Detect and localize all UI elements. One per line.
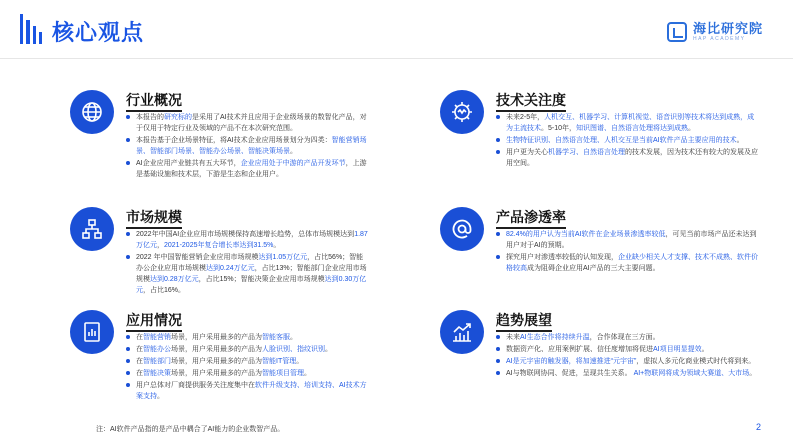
bullet-text: 用户总体对厂商提供服务关注度集中在 (136, 382, 255, 389)
bullet-text: 场景，用户采用最多的产品为 (171, 358, 262, 365)
bullet-text: 。 (157, 393, 164, 400)
bullet-text: 在 (136, 334, 143, 341)
highlight-text: 智能办公 (143, 346, 171, 353)
logo-text-cn: 海比研究院 (692, 21, 763, 36)
highlight-text: AI是元宇宙的触发器，将加速推进“元宇宙” (506, 358, 637, 365)
bullet-text: ，虚拟人多元化商业模式时代将到来。 (636, 358, 756, 365)
bullet-text: ，占比16%。 (143, 287, 186, 294)
highlight-text: 企业应用处于中游的产品开发环节 (240, 160, 346, 167)
bullet-text: 。 (749, 370, 757, 377)
bullet-text: 场景，用户采用最多的产品为 (171, 334, 262, 341)
bullet-text: 。 (701, 346, 709, 353)
bullet-text: 。 (736, 137, 744, 144)
highlight-text: 达到1.05万亿元 (258, 254, 308, 261)
header-divider (0, 58, 793, 59)
bullet-item (496, 252, 760, 274)
brand-logo (667, 22, 763, 42)
highlight-text: 智能部门 (143, 358, 171, 365)
section-title-market: 市场规模 (126, 209, 182, 225)
highlight-text: AI+物联网将成为领域大赛道、大市场 (633, 370, 750, 377)
highlight-text: 82.4%的用户认为当前AI软件在企业场景渗透率较低 (506, 231, 666, 238)
bullet-item (126, 252, 370, 296)
at-sign-icon (440, 207, 484, 251)
footnote: 注：AI软件产品指的是产品中耦合了AI能力的企业数智产品。 (96, 426, 285, 433)
globe-icon (70, 90, 114, 134)
highlight-text: 达到0.30万亿元 (136, 276, 367, 294)
bullet-text: 场景，用户采用最多的产品为 (171, 370, 262, 377)
bullet-text: 。 (325, 346, 332, 353)
bullet-item (496, 147, 760, 169)
org-chart-icon (70, 207, 114, 251)
bullet-text: 探究用户对渗透率较低的认知发现， (506, 254, 618, 261)
bullet-item (126, 332, 370, 343)
tech-bullets (496, 112, 760, 170)
bullet-item (126, 135, 370, 157)
bullet-item (496, 356, 756, 367)
bullet-item (126, 356, 370, 367)
bullet-text: 。 (296, 358, 304, 365)
bullet-text: ，合作体现在三方面。 (589, 334, 660, 341)
bullet-item (496, 368, 756, 379)
section-title-penetration: 产品渗透率 (496, 209, 566, 225)
bullet-item (496, 229, 760, 251)
bullet-item (496, 344, 756, 355)
bullet-text: 。 (290, 334, 297, 341)
highlight-text: AI生态合作将持续升温 (520, 334, 590, 341)
bullet-item (126, 229, 370, 251)
bullet-text: 。 (290, 148, 297, 155)
highlight-text: AI项目明显提效 (653, 346, 702, 353)
gear-wave-icon (440, 90, 484, 134)
industry-bullets (126, 112, 370, 181)
bullet-text: 在 (136, 370, 143, 377)
section-title-industry: 行业概况 (126, 92, 182, 108)
bullet-text: 是采用了AI技术并且应用于企业级场景的数智化产品，对于仅用于特定行业及领域的产品不在本次研究范围。 (136, 114, 367, 132)
brand-bars-decoration (20, 14, 42, 44)
bullet-text: 的技术发展，因为技术还有较大的发展及应用空间。 (506, 149, 758, 167)
section-title-tech: 技术关注度 (496, 92, 566, 108)
highlight-text: 人机交互、机器学习、计算机视觉、语音识别等技术将达到成熟，成为主流技术 (506, 114, 755, 132)
bullet-item (496, 112, 760, 134)
trend-bullets (496, 332, 756, 380)
bullet-text: 。 (273, 242, 281, 249)
highlight-text: 达到0.24万亿元 (206, 265, 255, 272)
highlight-text: 知识图谱、自然语言处理将达到成熟 (576, 125, 689, 132)
highlight-text: 机器学习、自然语言处理 (548, 149, 625, 156)
bullet-text: ，占比15%；智能决策企业应用市场规模 (198, 276, 325, 283)
highlight-text: 生物特征识别、自然语言处理、人机交互是当前AI软件产品主要应用的技术 (506, 137, 737, 144)
application-bullets (126, 332, 370, 403)
bullet-text: ，上游是基础设施和技术层，下游是生态和企业用户。 (136, 160, 367, 178)
document-chart-icon (70, 310, 114, 354)
bullet-text: AI与物联网协同、促进，呈现共生关系。 (506, 370, 634, 377)
bullet-text: 未来2-5年， (506, 114, 545, 121)
bullet-text: AI企业应用产业链共有五大环节， (136, 160, 241, 167)
logo-text-en: HAP ACADEMY (692, 36, 746, 42)
market-bullets (126, 229, 370, 297)
bullet-text: ，占比13%；智能部门企业应用市场规模 (136, 265, 367, 283)
penetration-bullets (496, 229, 760, 275)
bullet-text: 未来 (506, 334, 520, 341)
section-title-trend: 趋势展望 (496, 312, 552, 328)
highlight-text: 研究标的 (164, 114, 192, 121)
bullet-text: 在 (136, 346, 143, 353)
bullet-text: 用户更为关心 (506, 149, 548, 156)
highlight-text: 人脸识别、指纹识别 (262, 346, 325, 353)
bullet-text: 数据资产化、应用案例扩展、信任度增加将促进 (506, 346, 653, 353)
bullet-item (126, 344, 370, 355)
highlight-text: 智能营销场景、智能部门场景、智能办公场景、智能决策场景 (136, 137, 367, 155)
bullet-text: ，占比56%；智能办公企业应用市场规模 (136, 254, 364, 272)
bullet-item (126, 158, 370, 180)
highlight-text: 智能项目管理 (262, 370, 304, 377)
highlight-text: 智能IT管理 (262, 358, 297, 365)
bullet-text: 。 (304, 370, 311, 377)
highlight-text: 企业缺少相关人才支撑、技术不成熟、软件价格较高 (506, 254, 758, 272)
bullet-text: 。 (688, 125, 696, 132)
highlight-text: 智能营销 (143, 334, 171, 341)
highlight-text: 软件升级支持、培训支持、AI技术方案支持 (136, 382, 367, 400)
bullet-text: ， (157, 242, 164, 249)
page-number: 2 (755, 422, 761, 432)
highlight-text: 达到0.28万亿元 (150, 276, 199, 283)
page-title: 核心观点 (52, 20, 145, 45)
bullet-text: 场景，用户采用最多的产品为 (171, 346, 262, 353)
trend-chart-icon (440, 310, 484, 354)
highlight-text: 智能决策 (143, 370, 171, 377)
bullet-item (126, 368, 370, 379)
bullet-text: ，可见当前市场产品还未达到用户对于AI的预期。 (506, 231, 757, 249)
highlight-text: 1.87万亿元 (136, 231, 368, 249)
bullet-item (496, 135, 760, 146)
bullet-text: 2022年中国AI企业应用市场规模保持高速增长趋势，总体市场规模达到 (136, 231, 355, 238)
section-title-application: 应用情况 (126, 312, 182, 328)
highlight-text: 2021-2025年复合增长率达到31.5% (164, 242, 274, 249)
bullet-text: 。5-10年， (541, 125, 577, 132)
bullet-text: 2022 年中国智能营销企业应用市场规模 (136, 254, 259, 261)
logo-mark-icon (667, 22, 687, 42)
highlight-text: 智能客服 (262, 334, 290, 341)
bullet-text: 本报告基于企业场景特征，将AI技术企业应用场景划分为四类： (136, 137, 332, 144)
bullet-item (496, 332, 756, 343)
bullet-item (126, 112, 370, 134)
bullet-text: 成为阻碍企业应用AI产品的三大主要问题。 (527, 265, 660, 272)
bullet-item (126, 380, 370, 402)
bullet-text: 本报告的 (136, 114, 164, 121)
bullet-text: 在 (136, 358, 143, 365)
